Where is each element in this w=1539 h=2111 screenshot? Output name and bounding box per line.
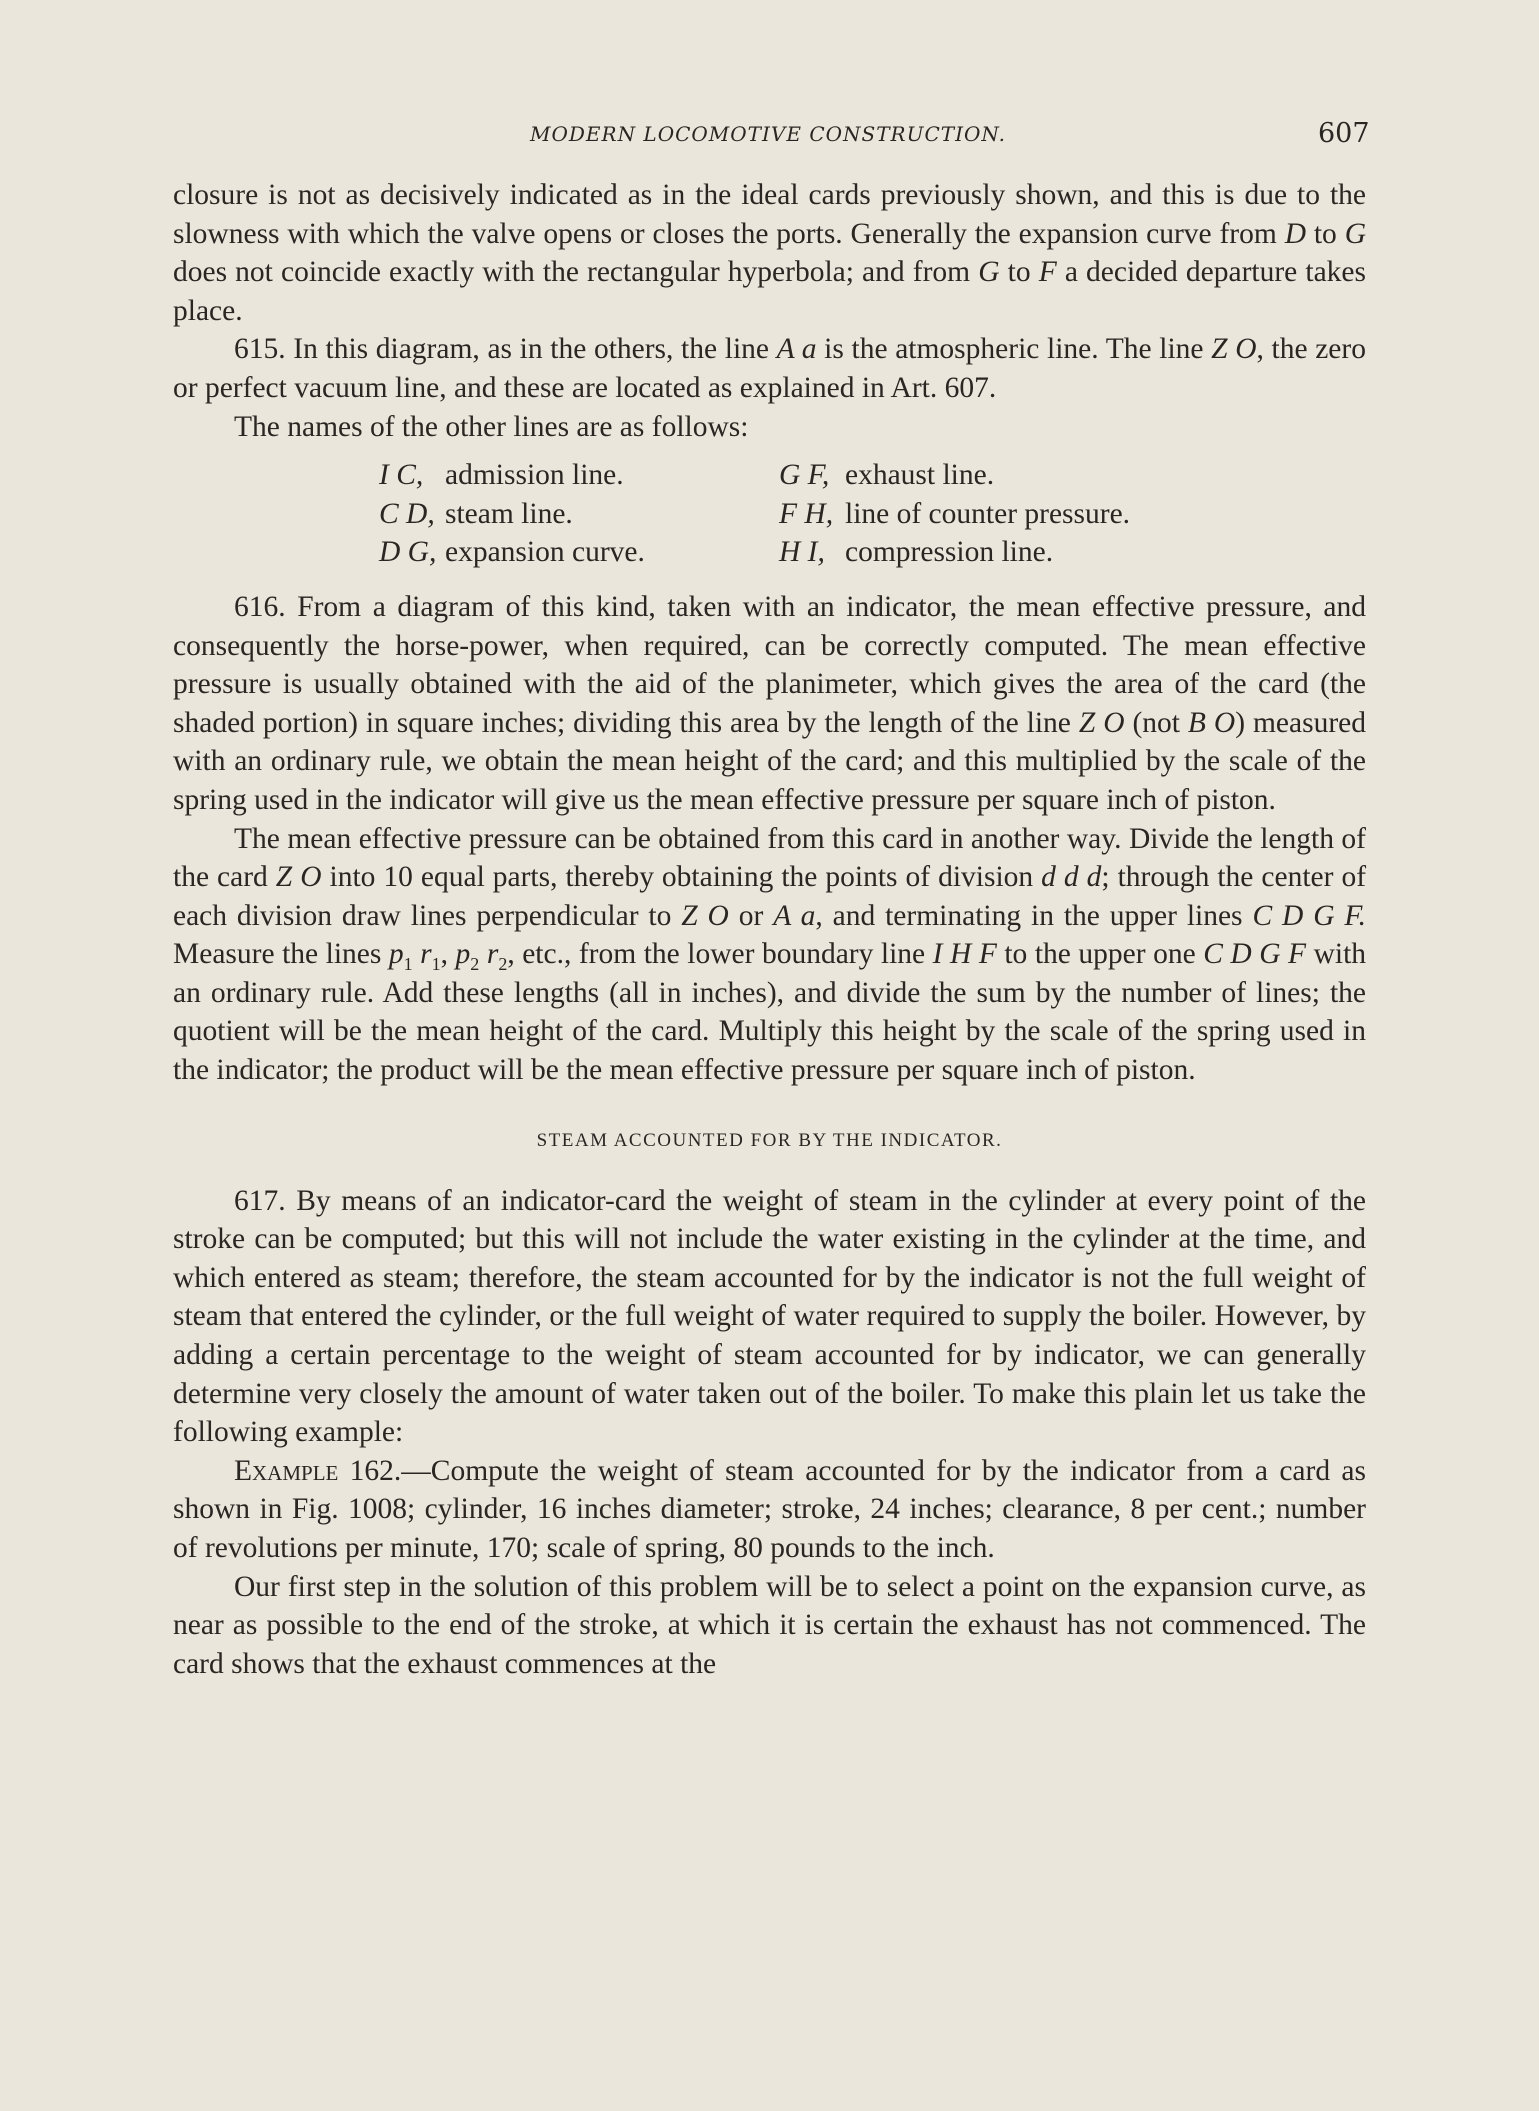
paragraph-first-step: Our first step in the solution of this problem will be to select a point on the expansion curve, as near as possible to the end of the stroke, at which it is certain the exhaust has not commenced. The card shows that the exhaust commences at the	[173, 1570, 1366, 1680]
paragraph-617: 617. By means of an indicator-card the weight of steam in the cylinder at every point of the stroke can be computed; but this will not include the water existing in the cylinder at the time, and which entered as steam; therefore, the steam accounted for by the indicator is not the full weight of steam that entered the cylinder, or the full weight of water required to supply the boiler. However, by adding a certain percentage to the weight of steam accounted for by indicator, we can generally determine very closely the amount of water taken out of the boiler. To make this plain let us take the following example:	[173, 1184, 1366, 1449]
paragraph-615: 615. In this diagram, as in the others, the line A a is the atmospheric line. The line Z O, the zero or perfect vacuum line, and these are located as explained in Art. 607.	[173, 333, 1366, 404]
running-title: MODERN LOCOMOTIVE CONSTRUCTION.	[530, 122, 1006, 146]
line-name-item: C D, steam line.	[379, 497, 573, 530]
line-name-item: G F, exhaust line.	[779, 459, 995, 492]
line-name-item: F H, line of counter pressure.	[779, 497, 1131, 530]
paragraph-616: 616. From a diagram of this kind, taken with an indicator, the mean effective pressure, and consequently the horse-power, when required, can be correctly computed. The mean effective pressure is usually obtained with the aid of the planimeter, which gives the area of the card (the shaded portion) in square inches; dividing this area by the length of the line Z O (not B O) measured with an ordinary rule, we obtain the mean height of the card; and this multiplied by the scale of the spring used in the indicator will give us the mean effective pressure per square inch of piston.	[173, 590, 1366, 816]
line-name-item: I C, admission line.	[379, 459, 624, 492]
page-number: 607	[1318, 118, 1370, 149]
line-name-item: H I, compression line.	[779, 536, 1054, 569]
paragraph-closure: closure is not as decisively indicated as in the ideal cards previously shown, and this is due to the slowness with which the valve opens or closes the ports. Generally the expansion curve from D to G does not coincide exactly with the rectangular hyperbola; and from G to F a decided departure takes place.	[173, 179, 1366, 327]
line-name-item: D G, expansion curve.	[379, 536, 645, 569]
line-names-intro: The names of the other lines are as follows:	[234, 410, 749, 443]
running-head	[0, 118, 1539, 158]
example-label: Example	[234, 1454, 339, 1487]
body-text	[173, 176, 1366, 1683]
line-names-table	[379, 456, 1366, 572]
paragraph-mean-height: The mean effective pressure can be obtained from this card in another way. Divide the length of the card Z O into 10 equal parts, thereby obtaining the points of division d d d; through the center of each division draw lines perpendicular to Z O or A a, and terminating in the upper lines C D G F. Measure the lines $p_1$ $r_1$, $p_2$ $r_2$, etc., from the lower boundary line I H F to the upper one C D G F with an ordinary rule. Add these lengths (all in inches), and divide the sum by the number of lines; the quotient will be the mean height of the card. Multiply this height by the scale of the spring used in the indicator; the product will be the mean effective pressure per square inch of piston.	[173, 822, 1367, 1087]
example-162: Example 162.—Compute the weight of steam accounted for by the indicator from a card as shown in Fig. 1008; cylinder, 16 inches diameter; stroke, 24 inches; clearance, 8 per cent.; number of revolutions per minute, 170; scale of spring, 80 pounds to the inch.	[173, 1454, 1366, 1564]
section-heading: STEAM ACCOUNTED FOR BY THE INDICATOR.	[536, 1129, 1003, 1151]
